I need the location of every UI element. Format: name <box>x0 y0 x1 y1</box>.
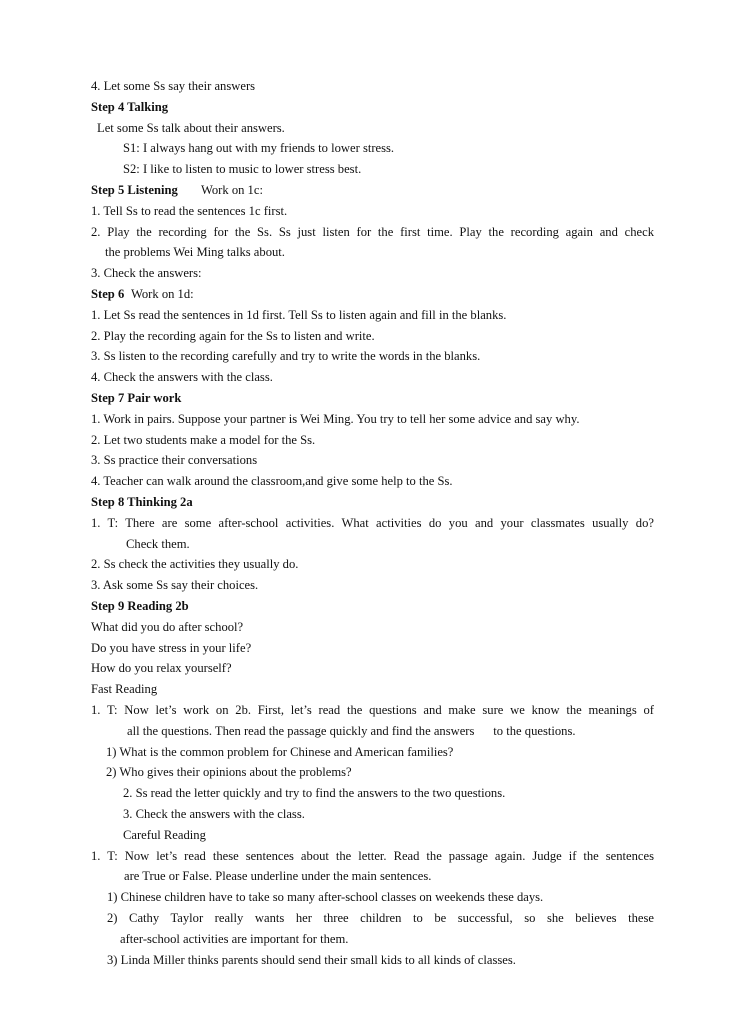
text-line: 3. Ask some Ss say their choices. <box>91 578 259 592</box>
text-line: the problems Wei Ming talks about. <box>105 245 285 259</box>
text-line: How do you relax yourself? <box>91 661 232 675</box>
text-line: 3. Ss practice their conversations <box>91 453 258 467</box>
text-line: Careful Reading <box>123 828 206 842</box>
text-line: S1: I always hang out with my friends to lower stress. <box>123 141 395 155</box>
text-line: 1) Chinese children have to take so many after-school classes on weekends these days. <box>107 890 544 904</box>
text-line: 2. Ss check the activities they usually do. <box>91 557 299 571</box>
text-line: Work on 1d: <box>131 287 194 301</box>
text-line: all the questions. Then read the passage quickly and find the answers to the questions. <box>127 724 576 738</box>
text-line: 1. Let Ss read the sentences in 1d first. Tell Ss to listen again and fill in the blanks. <box>91 308 507 322</box>
text-line: 2. Ss read the letter quickly and try to find the answers to the two questions. <box>123 786 506 800</box>
text-line: 1. Tell Ss to read the sentences 1c first. <box>91 204 288 218</box>
text-line: are True or False. Please underline under the main sentences. <box>124 869 432 883</box>
text-line: 1) What is the common problem for Chinese and American families? <box>106 745 454 759</box>
step-heading: Step 4 Talking <box>91 100 169 114</box>
text-line: 2. Play the recording for the Ss. Ss just listen for the first time. Play the recording again and check <box>91 225 654 239</box>
step-heading: Step 8 Thinking 2a <box>91 495 193 509</box>
step-heading: Step 6 <box>91 287 125 301</box>
text-line: 4. Teacher can walk around the classroom,and give some help to the Ss. <box>91 474 453 488</box>
text-line: 3. Check the answers: <box>91 266 202 280</box>
text-line: 4. Let some Ss say their answers <box>91 79 256 93</box>
text-line: S2: I like to listen to music to lower stress best. <box>123 162 362 176</box>
text-line: 2) Cathy Taylor really wants her three children to be successful, so she believes these <box>107 911 654 925</box>
step-heading: Step 7 Pair work <box>91 391 182 405</box>
text-line: after-school activities are important for them. <box>120 932 349 946</box>
text-line: Fast Reading <box>91 682 158 696</box>
text-line: 3) Linda Miller thinks parents should send their small kids to all kinds of classes. <box>107 953 516 967</box>
text-line: 1. T: Now let’s read these sentences about the letter. Read the passage again. Judge if the sentences <box>91 849 654 863</box>
text-line: 2. Let two students make a model for the Ss. <box>91 433 316 447</box>
text-line: 2) Who gives their opinions about the problems? <box>106 765 352 779</box>
text-line: Let some Ss talk about their answers. <box>97 121 285 135</box>
step-heading: Step 9 Reading 2b <box>91 599 189 613</box>
text-line: 3. Ss listen to the recording carefully and try to write the words in the blanks. <box>91 349 481 363</box>
text-line: 1. T: Now let’s work on 2b. First, let’s read the questions and make sure we know the meanings of <box>91 703 654 717</box>
text-line: 3. Check the answers with the class. <box>123 807 305 821</box>
text-line: 4. Check the answers with the class. <box>91 370 273 384</box>
text-line: What did you do after school? <box>91 620 244 634</box>
step-heading: Step 5 Listening <box>91 183 178 197</box>
text-line: 1. T: There are some after-school activities. What activities do you and your classmates usually do? <box>91 516 654 530</box>
text-line: Check them. <box>126 537 190 551</box>
text-line: 2. Play the recording again for the Ss to listen and write. <box>91 329 375 343</box>
text-line: 1. Work in pairs. Suppose your partner is Wei Ming. You try to tell her some advice and say why. <box>91 412 580 426</box>
text-line: Do you have stress in your life? <box>91 641 252 655</box>
text-line: Work on 1c: <box>201 183 263 197</box>
